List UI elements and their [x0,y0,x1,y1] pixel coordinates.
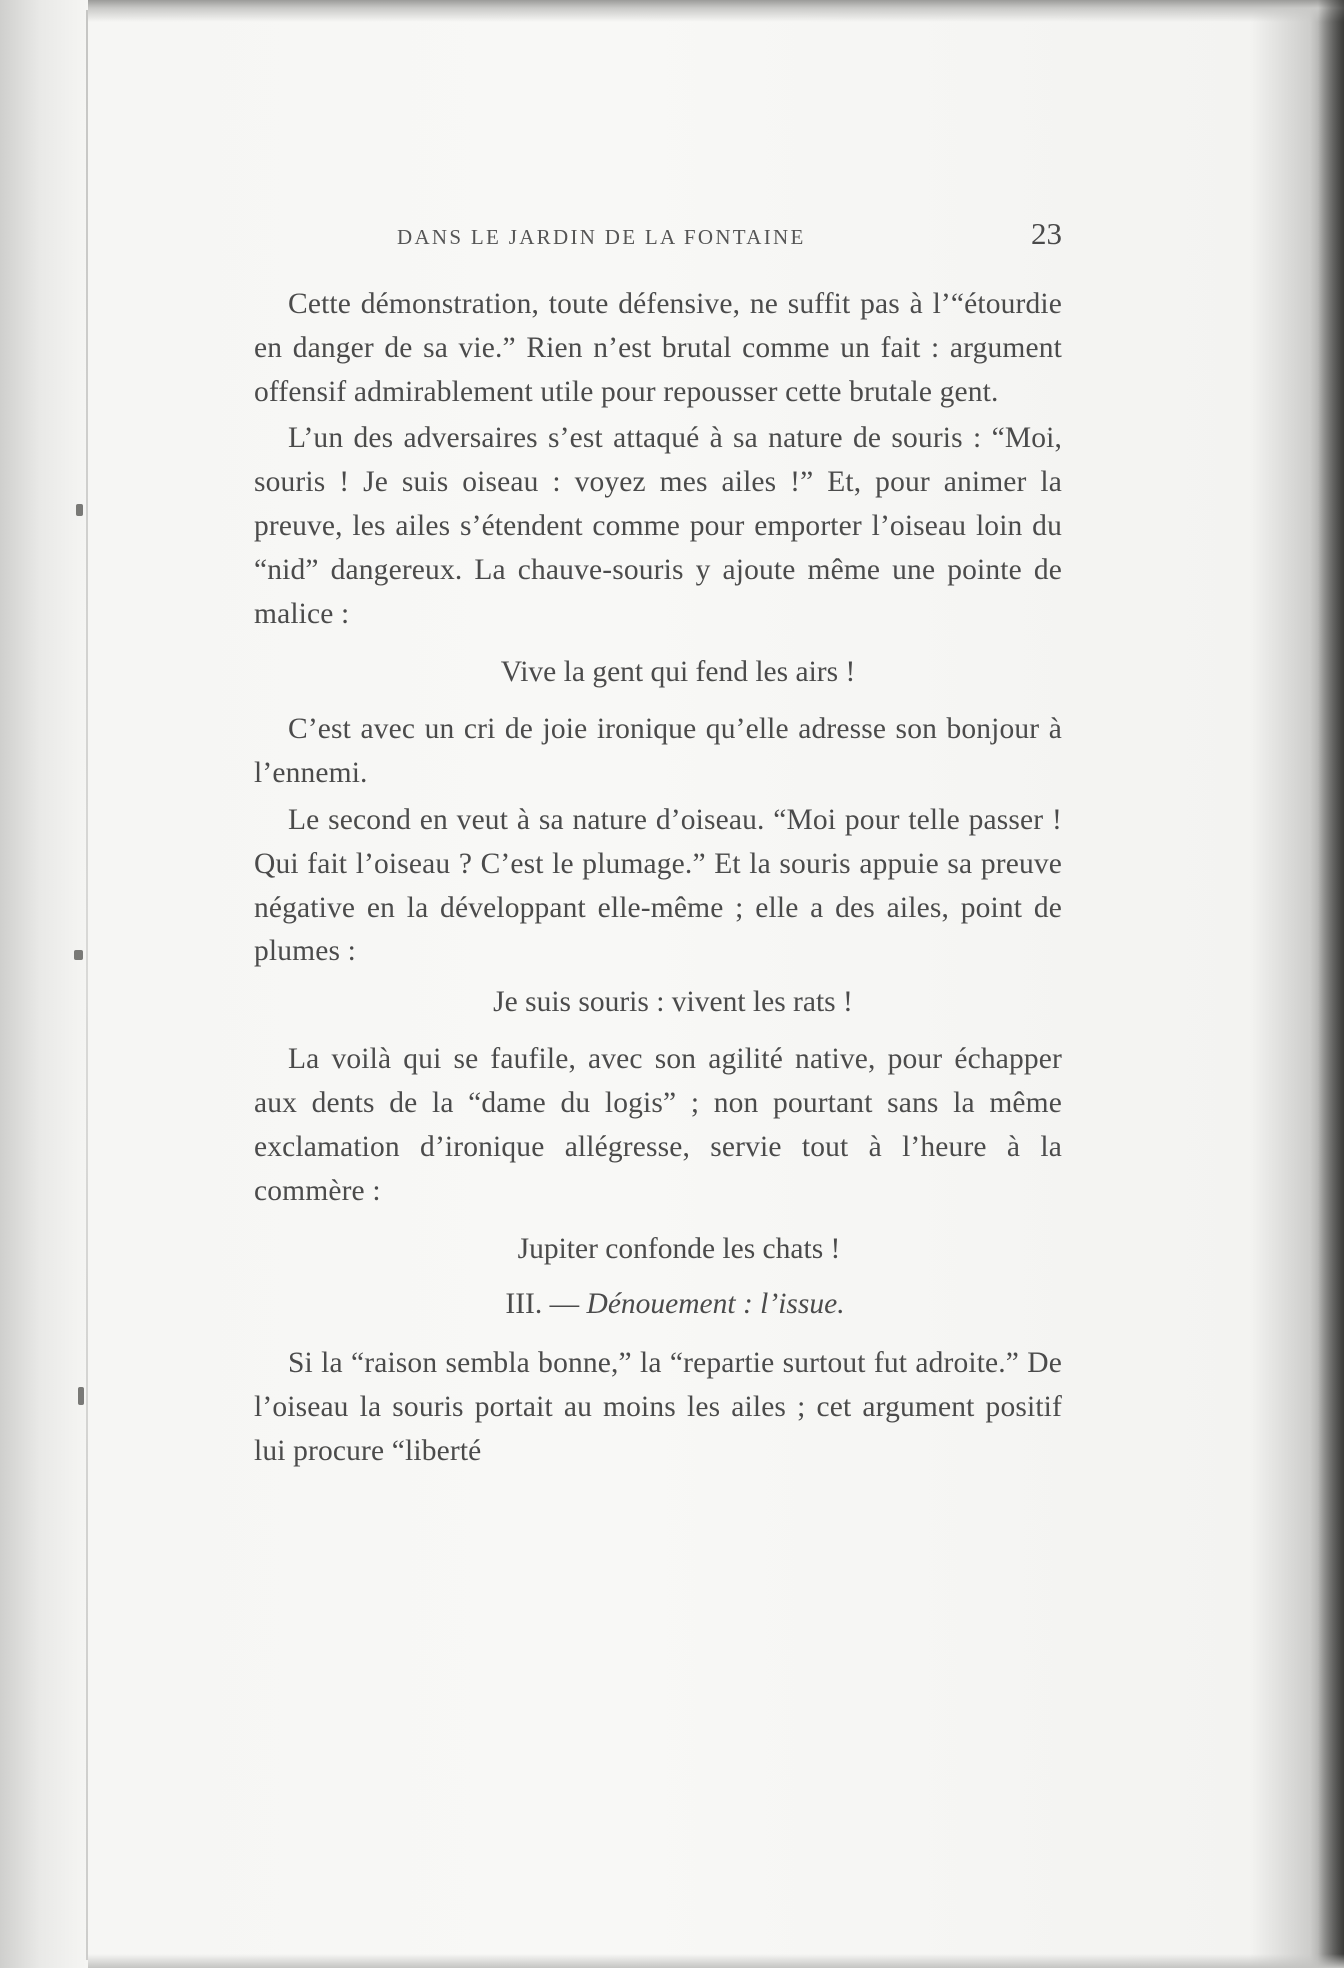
verse-quote-3: Jupiter confonde les chats ! [517,1233,841,1266]
binding-gutter [86,10,88,1960]
paragraph-2: L’un des adversaires s’est attaqué à sa nature de souris : “Moi, souris ! Je suis oiseau : voyez mes ailes !” Et, pour animer la preuve, les ailes s’étendent comme pour emporter l’oiseau loin du “nid” dangereux. La chauve-souris y ajoute même une pointe de malice : [254,422,1062,630]
page-top-edge [88,0,1344,22]
margin-mark [78,1387,84,1405]
page-right-edge [1318,0,1344,1968]
paragraph-1: Cette démonstration, toute défensive, ne suffit pas à l’“étourdie en danger de sa vie.” Rien n’est brutal comme un fait : argument offensif admirablement utile pour repousser cette brutale gent. [254,288,1062,408]
paragraph-5: La voilà qui se faufile, avec son agilité native, pour échapper aux dents de la “dame du logis” ; non pourtant sans la même exclamation d’ironique allégresse, servie tout à l’heure à la commère : [254,1043,1062,1207]
margin-mark [74,950,83,960]
margin-mark [76,504,83,516]
verse-quote-1: Vive la gent qui fend les airs ! [500,656,856,689]
page-number: 23 [1031,216,1062,251]
section-heading-prefix: III. — [505,1288,587,1321]
paragraph-3: C’est avec un cri de joie ironique qu’elle adresse son bonjour à l’ennemi. [254,713,1062,790]
running-title: DANS LE JARDIN DE LA FONTAINE [397,225,806,249]
verse-quote-2: Je suis souris : vivent les rats ! [493,986,853,1019]
paragraph-6: Si la “raison sembla bonne,” la “repartie surtout fut adroite.” De l’oiseau la souris portait au moins les ailes ; cet argument positif lui procure “liberté [254,1347,1062,1467]
running-head [254,210,1062,264]
text-block [254,210,1062,1474]
page-bottom-edge [88,1954,1344,1968]
paragraph-4: Le second en veut à sa nature d’oiseau. “Moi pour telle passer ! Qui fait l’oiseau ? C’est le plumage.” Et la souris appuie sa preuve négative en la développant elle-même ; elle a des ailes, point de plumes : [254,803,1062,968]
section-heading-title: Dénouement : l’issue. [586,1288,845,1321]
section-heading [254,1282,1062,1326]
